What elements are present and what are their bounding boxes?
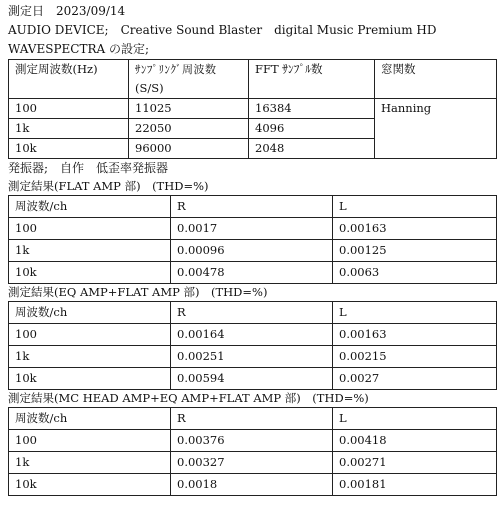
table-cell: 16384	[249, 99, 375, 119]
table-cell: 0.00251	[171, 346, 333, 368]
window-function-cell: Hanning	[375, 99, 497, 159]
table-cell: 0.00125	[333, 240, 497, 262]
wavespectra-settings-heading: WAVESPECTRA の設定;	[8, 42, 150, 56]
header-sampling-freq	[129, 60, 249, 99]
table-cell: 0.00163	[333, 324, 497, 346]
table-cell: 1k	[9, 119, 129, 139]
table-cell: 11025	[129, 99, 249, 119]
table-cell: 0.00271	[333, 452, 497, 474]
table-cell: 1k	[9, 452, 171, 474]
result-table-mc-eq-flat-amp	[8, 407, 497, 496]
result-table-eq-flat-amp	[8, 301, 497, 390]
column-header: R	[171, 408, 333, 430]
table-cell: 0.00181	[333, 474, 497, 496]
table-cell: 0.00327	[171, 452, 333, 474]
table-row	[9, 262, 497, 284]
table-header-row	[9, 302, 497, 324]
sampling-freq-unit: (S/S)	[135, 81, 164, 95]
result-title-eq-flat-amp: 測定結果(EQ AMP+FLAT AMP 部) (THD=%)	[8, 285, 268, 299]
result-title-mc-eq-flat-amp: 測定結果(MC HEAD AMP+EQ AMP+FLAT AMP 部) (THD=%)	[8, 391, 369, 405]
column-header: L	[333, 408, 497, 430]
table-row	[9, 240, 497, 262]
table-cell: 0.0018	[171, 474, 333, 496]
table-cell: 4096	[249, 119, 375, 139]
table-row	[9, 474, 497, 496]
table-cell: 100	[9, 218, 171, 240]
table-row	[9, 368, 497, 390]
table-cell: 0.00594	[171, 368, 333, 390]
column-header: 周波数/ch	[9, 408, 171, 430]
table-cell: 0.00418	[333, 430, 497, 452]
table-row	[9, 99, 497, 119]
table-cell: 0.00215	[333, 346, 497, 368]
oscillator-line: 発振器; 自作 低歪率発振器	[8, 161, 169, 175]
table-row	[9, 218, 497, 240]
table-header-row	[9, 196, 497, 218]
settings-header-row	[9, 60, 497, 99]
table-cell: 10k	[9, 139, 129, 159]
header-measure-freq: 測定周波数(Hz)	[9, 60, 129, 99]
header-window-function: 窓関数	[375, 60, 497, 99]
table-cell: 22050	[129, 119, 249, 139]
column-header: R	[171, 196, 333, 218]
result-table-flat-amp	[8, 195, 497, 284]
table-row	[9, 346, 497, 368]
table-cell: 0.0017	[171, 218, 333, 240]
table-cell: 0.00163	[333, 218, 497, 240]
column-header: 周波数/ch	[9, 196, 171, 218]
table-cell: 0.00096	[171, 240, 333, 262]
table-cell: 10k	[9, 368, 171, 390]
sampling-freq-label: ｻﾝﾌﾟﾘﾝｸﾞ周波数	[135, 63, 217, 76]
table-cell: 1k	[9, 240, 171, 262]
column-header: 周波数/ch	[9, 302, 171, 324]
table-cell: 1k	[9, 346, 171, 368]
column-header: L	[333, 302, 497, 324]
table-cell: 100	[9, 99, 129, 119]
header-fft-samples: FFT ｻﾝﾌﾟﾙ数	[249, 60, 375, 99]
table-cell: 10k	[9, 474, 171, 496]
table-row	[9, 324, 497, 346]
table-row	[9, 452, 497, 474]
table-cell: 2048	[249, 139, 375, 159]
table-cell: 0.0027	[333, 368, 497, 390]
table-cell: 100	[9, 324, 171, 346]
measurement-date: 測定日 2023/09/14	[8, 4, 126, 18]
table-cell: 0.00164	[171, 324, 333, 346]
result-title-flat-amp: 測定結果(FLAT AMP 部) (THD=%)	[8, 179, 209, 193]
table-cell: 10k	[9, 262, 171, 284]
audio-device-line: AUDIO DEVICE; Creative Sound Blaster digital Music Premium HD	[8, 23, 437, 37]
table-cell: 0.00478	[171, 262, 333, 284]
column-header: L	[333, 196, 497, 218]
table-cell: 100	[9, 430, 171, 452]
column-header: R	[171, 302, 333, 324]
table-cell: 96000	[129, 139, 249, 159]
table-header-row	[9, 408, 497, 430]
table-cell: 0.0063	[333, 262, 497, 284]
table-row	[9, 430, 497, 452]
table-cell: 0.00376	[171, 430, 333, 452]
settings-table	[8, 59, 497, 159]
